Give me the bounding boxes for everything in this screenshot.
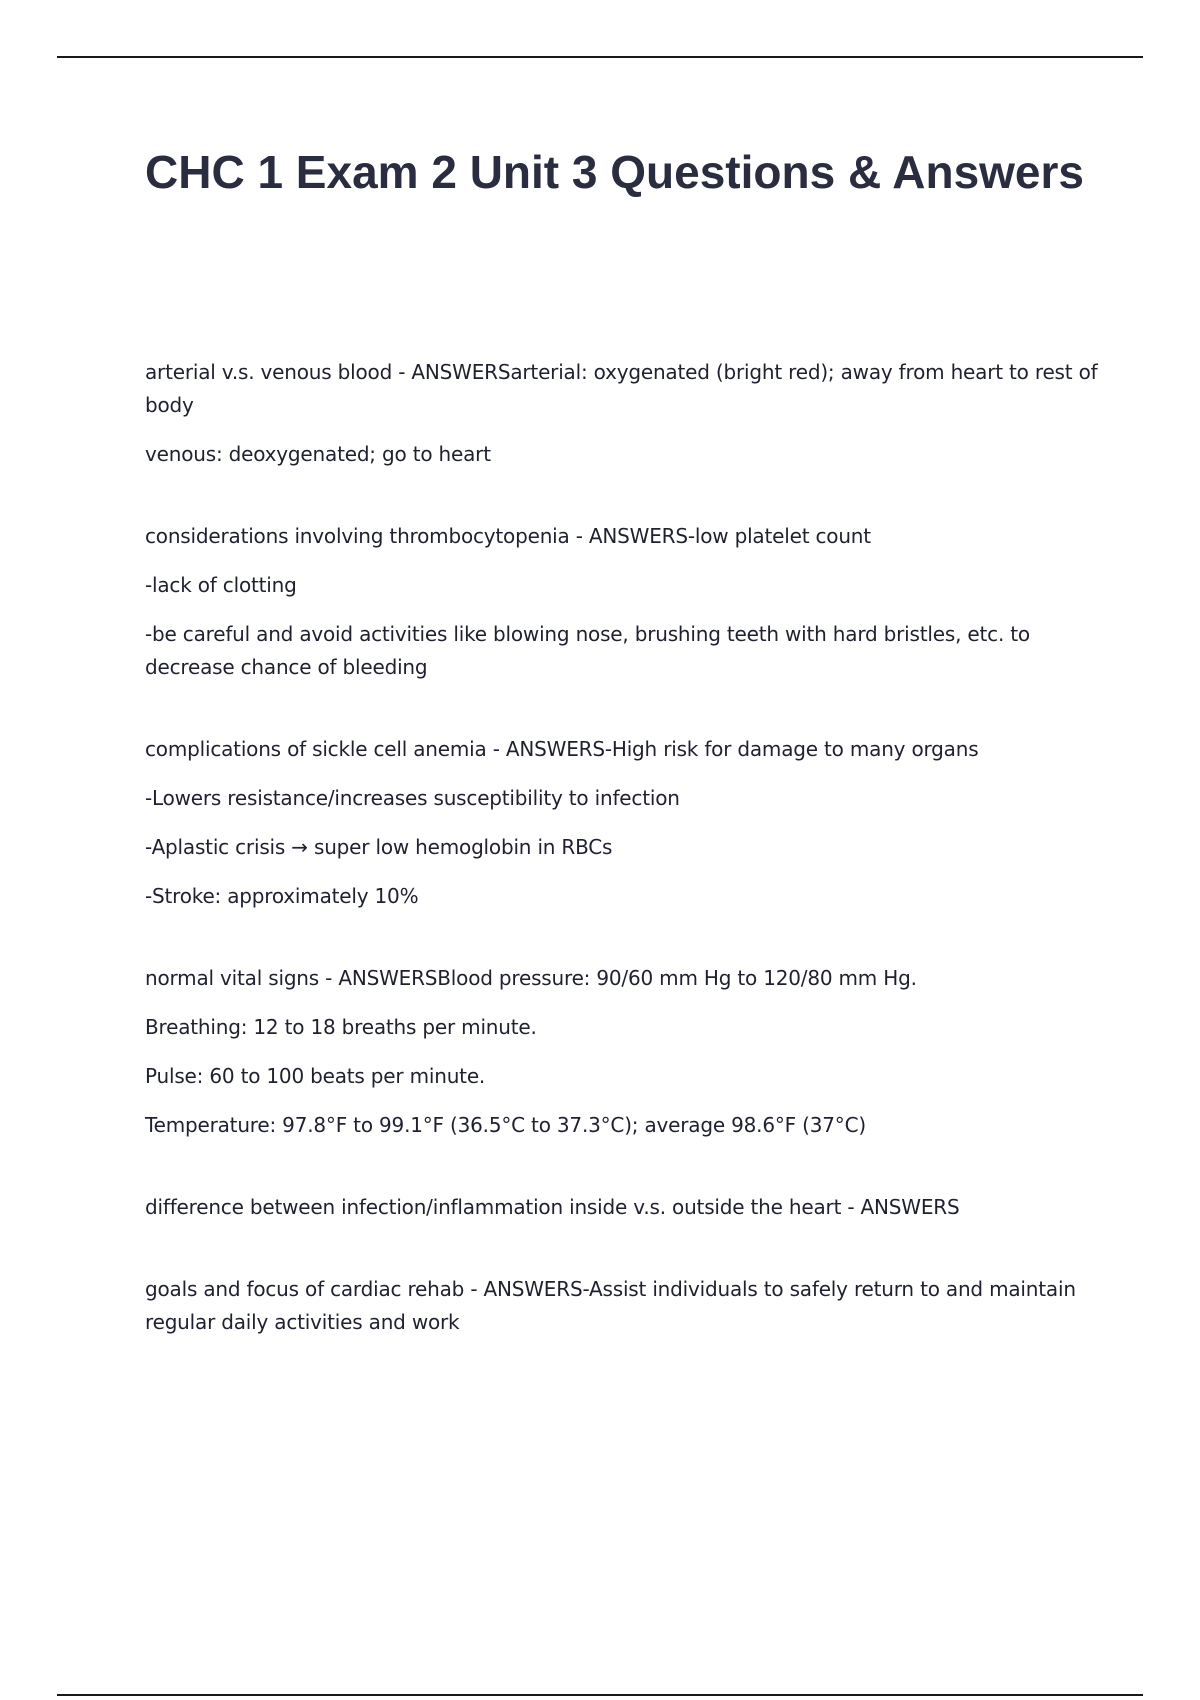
qa-entry-thrombocytopenia xyxy=(145,520,1100,684)
bottom-divider xyxy=(57,1694,1143,1696)
qa-entry-heart-inflammation xyxy=(145,1191,1100,1224)
page-title: CHC 1 Exam 2 Unit 3 Questions & Answers xyxy=(145,146,1085,198)
qa-line: complications of sickle cell anemia - ANSWERS-High risk for damage to many organs xyxy=(145,737,979,761)
qa-line: difference between infection/inflammation inside v.s. outside the heart - ANSWERS xyxy=(145,1195,960,1219)
qa-line: -Stroke: approximately 10% xyxy=(145,884,419,908)
document-body xyxy=(145,356,1100,1388)
qa-line: arterial v.s. venous blood - ANSWERSarterial: oxygenated (bright red); away from heart to rest of body xyxy=(145,360,1098,417)
qa-line: normal vital signs - ANSWERSBlood pressure: 90/60 mm Hg to 120/80 mm Hg. xyxy=(145,966,917,990)
qa-line: -lack of clotting xyxy=(145,573,297,597)
qa-line: -Aplastic crisis → super low hemoglobin in RBCs xyxy=(145,835,613,859)
qa-entry-sickle-cell xyxy=(145,733,1100,913)
qa-line: Temperature: 97.8°F to 99.1°F (36.5°C to 37.3°C); average 98.6°F (37°C) xyxy=(145,1113,866,1137)
qa-line: considerations involving thrombocytopenia - ANSWERS-low platelet count xyxy=(145,524,871,548)
qa-line: goals and focus of cardiac rehab - ANSWERS-Assist individuals to safely return to and maintain regular daily activities and work xyxy=(145,1277,1076,1334)
qa-entry-cardiac-rehab xyxy=(145,1273,1100,1339)
qa-line: Pulse: 60 to 100 beats per minute. xyxy=(145,1064,486,1088)
qa-line: venous: deoxygenated; go to heart xyxy=(145,442,491,466)
top-divider xyxy=(57,56,1143,58)
qa-entry-arterial-venous xyxy=(145,356,1100,471)
qa-entry-vital-signs xyxy=(145,962,1100,1142)
qa-line: Breathing: 12 to 18 breaths per minute. xyxy=(145,1015,537,1039)
qa-line: -Lowers resistance/increases susceptibility to infection xyxy=(145,786,680,810)
qa-line: -be careful and avoid activities like blowing nose, brushing teeth with hard bristles, etc. to decrease chance of bleeding xyxy=(145,622,1030,679)
